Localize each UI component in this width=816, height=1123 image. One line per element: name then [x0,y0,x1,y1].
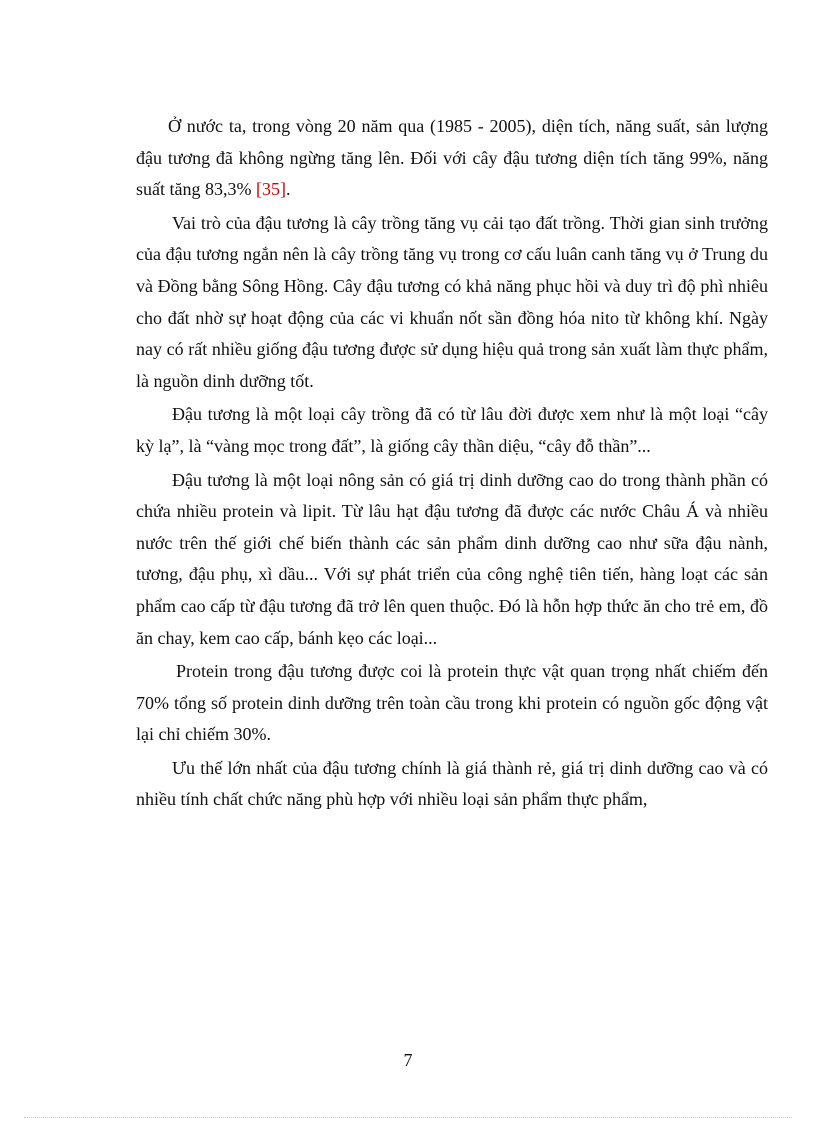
paragraph-6: Ưu thế lớn nhất của đậu tương chính là giá thành rẻ, giá trị dinh dưỡng cao và có nhiều tính chất chức năng phù hợp với nhiều loại sản phẩm thực phẩm, [136,757,768,810]
paragraph-4: Đậu tương là một loại nông sản có giá trị dinh dưỡng cao do trong thành phần có chứa nhiều protein và lipit. Từ lâu hạt đậu tương đã được các nước Châu Á và nhiều nước trên thế giới chế biến thành các sản phẩm dinh dưỡng cao như sữa đậu nành, tương, đậu phụ, xì dầu... Với sự phát triển của công nghệ tiên tiến, hàng loạt các sản phẩm cao cấp từ đậu tương đã trở lên quen thuộc. Đó là hỗn hợp thức ăn cho trẻ em, đồ ăn chay, kem cao cấp, bánh kẹo các loại... [136,469,768,648]
citation-link[interactable]: [35] [255,179,286,200]
paragraph-3: Đậu tương là một loại cây trồng đã có từ lâu đời được xem như là một loại “cây kỳ lạ”, là “vàng mọc trong đất”, là giống cây thần diệu, “cây đỗ thần”... [136,404,768,456]
page-bottom-border [24,1117,792,1118]
paragraph-5: Protein trong đậu tương được coi là protein thực vật quan trọng nhất chiếm đến 70% tổng số protein dinh dưỡng trên toàn cầu trong khi protein có nguồn gốc động vật lại chỉ chiếm 30%. [136,661,768,745]
paragraph-1-end: . [285,179,291,200]
document-body [136,111,768,818]
paragraph-1-text: Ở nước ta, trong vòng 20 năm qua (1985 - 2005), diện tích, năng suất, sản lượng đậu tương đã không ngừng tăng lên. Đối với cây đậu tương diện tích tăng 99%, năng suất tăng 83,3% [136,116,768,200]
paragraph-2: Vai trò của đậu tương là cây trồng tăng vụ cải tạo đất trồng. Thời gian sinh trưởng của đậu tương ngắn nên là cây trồng tăng vụ trong cơ cấu luân canh tăng vụ ở Trung du và Đồng bằng Sông Hồng. Cây đậu tương có khả năng phục hồi và duy trì độ phì nhiêu cho đất nhờ sự hoạt động của các vi khuẩn nốt sần đồng hóa nito từ không khí. Ngày nay có rất nhiều giống đậu tương được sử dụng hiệu quả trong sản xuất làm thực phẩm, là nguồn dinh dưỡng tốt. [136,212,768,391]
paragraph-1 [136,111,768,206]
page-number: 7 [403,1050,413,1070]
